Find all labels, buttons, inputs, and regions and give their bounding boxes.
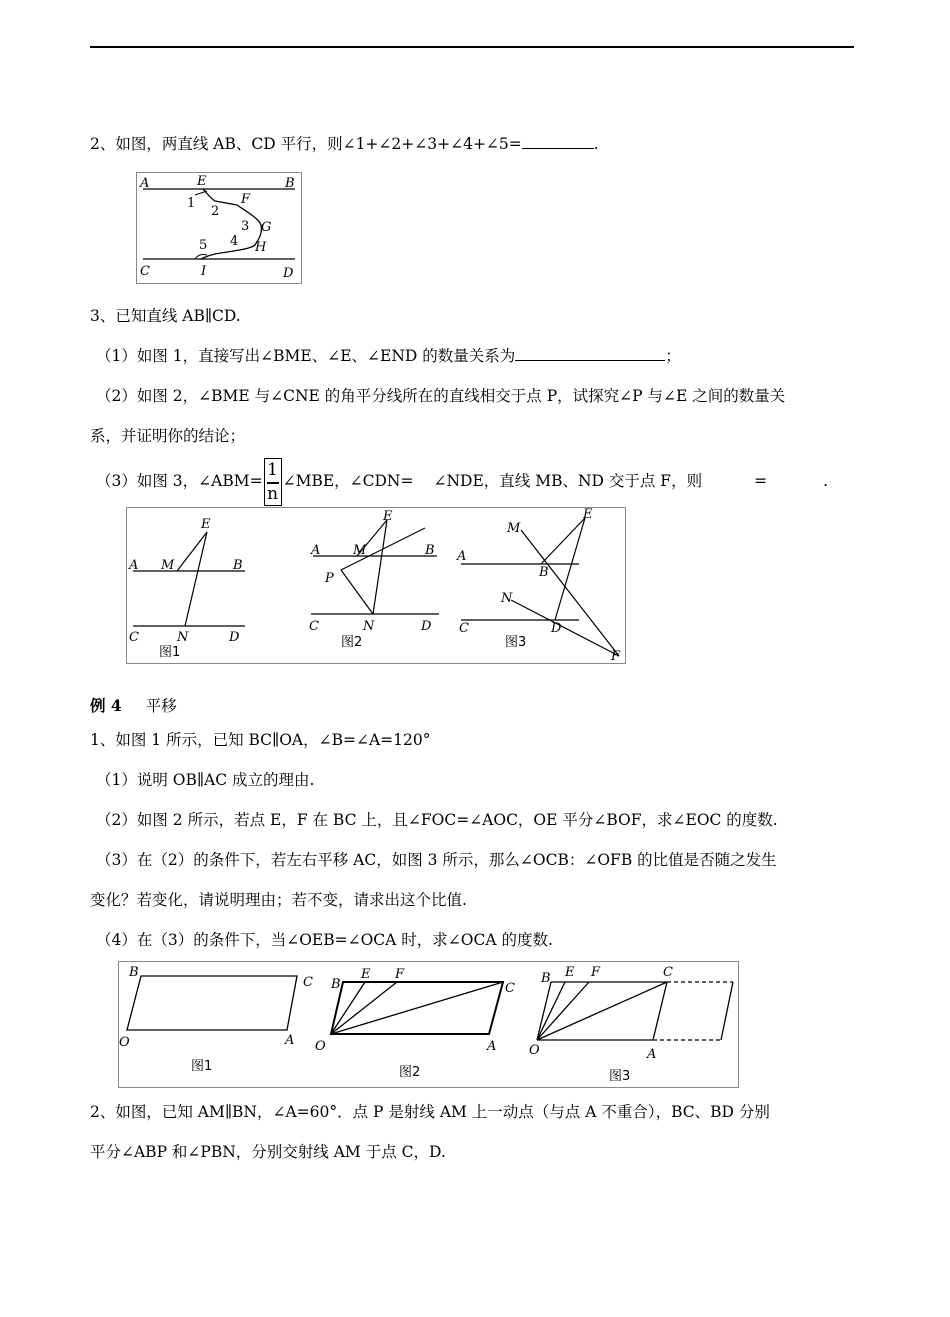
fig3-label-B: B [539, 565, 549, 580]
p-fig2-label-C: C [505, 981, 515, 996]
p-fig2-label-F: F [395, 967, 405, 982]
q2-end: . [593, 135, 599, 153]
fraction-1-over-n [264, 458, 282, 506]
q3-part1-end: ； [665, 347, 681, 365]
fig3-label-C: C [459, 621, 469, 636]
q3-part2b: 系，并证明你的结论； [90, 427, 246, 445]
fig1-label-M: M [161, 558, 175, 573]
p-fig3-caption: 图3 [609, 1069, 631, 1084]
q3-part3-pre: （3）如图 3，∠ABM= [96, 472, 263, 490]
p-fig1-label-C: C [303, 975, 313, 990]
fig3-label-F: F [611, 649, 621, 663]
p-fig1-label-B: B [129, 965, 139, 980]
fig1-label-A: A [129, 558, 139, 573]
fraction-denominator: n [267, 484, 279, 504]
q3-part3 [96, 458, 828, 506]
fig1-label-E: E [201, 517, 211, 532]
label-A: A [140, 176, 150, 191]
q4-1-figures [118, 961, 739, 1088]
p-fig3-label-F: F [591, 965, 601, 980]
fig2-label-E: E [383, 509, 393, 524]
angle-4: 4 [230, 234, 239, 249]
q2-text [90, 134, 599, 154]
q3-part3-eq: = [754, 472, 768, 490]
q4-2-line2: 平分∠ABP 和∠PBN，分别交射线 AM 于点 C，D. [90, 1143, 446, 1161]
p-fig2-label-E: E [361, 967, 371, 982]
example-4-heading [90, 696, 177, 716]
label-E: E [197, 174, 207, 189]
q3-part3-mid: ∠NDE，直线 MB、ND 交于点 F，则 [433, 472, 703, 490]
fig2-label-P: P [325, 571, 334, 586]
q3-figures-svg [127, 508, 625, 663]
q4-1-part4: （4）在（3）的条件下，当∠OEB=∠OCA 时，求∠OCA 的度数. [96, 931, 553, 949]
fig3-label-E: E [583, 508, 593, 522]
fig2-caption: 图2 [341, 635, 363, 650]
label-G: G [261, 220, 272, 235]
fig1-caption: 图1 [159, 645, 181, 660]
fig2-label-B: B [425, 543, 435, 558]
p-fig3-label-O: O [529, 1043, 540, 1058]
angle-5: 5 [199, 238, 208, 253]
p-fig1-caption: 图1 [191, 1059, 213, 1074]
example-4-label: 例 4 [90, 696, 122, 715]
q3-figures [126, 507, 626, 664]
fig1-label-C: C [129, 630, 139, 645]
q4-1-part3a: （3）在（2）的条件下，若左右平移 AC，如图 3 所示，那么∠OCB：∠OFB 的比值是否随之发生 [96, 851, 777, 869]
fig3-label-D: D [551, 621, 562, 636]
q2-figure [136, 172, 302, 284]
header-rule [90, 46, 854, 48]
q4-2-line1: 2、如图，已知 AM∥BN，∠A=60°．点 P 是射线 AM 上一动点（与点 A 不重合），BC、BD 分别 [90, 1103, 770, 1121]
p-fig1-label-O: O [119, 1035, 130, 1050]
label-C: C [140, 264, 150, 279]
angle-2: 2 [211, 204, 220, 219]
q2-statement: 2、如图，两直线 AB、CD 平行，则∠1+∠2+∠3+∠4+∠5= [90, 135, 522, 153]
example-4-title: 平移 [145, 697, 177, 715]
q3-part3-end: . [823, 472, 829, 490]
label-D: D [283, 266, 294, 281]
label-I: I [201, 264, 207, 279]
q3-part1-text: （1）如图 1，直接写出∠BME、∠E、∠END 的数量关系为 [96, 347, 516, 365]
q3-part2a: （2）如图 2，∠BME 与∠CNE 的角平分线所在的直线相交于点 P，试探究∠P 与∠E 之间的数量关 [96, 387, 786, 405]
p-fig3-label-C: C [663, 965, 673, 980]
fig2-label-D: D [421, 619, 432, 634]
q4-1-part3b: 变化？若变化，请说明理由；若不变，请求出这个比值. [90, 891, 467, 909]
answer-blank[interactable] [515, 346, 665, 361]
fig3-caption: 图3 [505, 635, 527, 650]
fig2-label-M: M [353, 543, 367, 558]
fig1-label-D: D [229, 630, 240, 645]
p-fig2-label-A: A [487, 1039, 497, 1054]
fig1-label-B: B [233, 558, 243, 573]
label-F: F [241, 192, 251, 207]
fig3-label-A: A [457, 549, 467, 564]
p-fig3-label-B: B [541, 971, 551, 986]
fraction-numerator: 1 [267, 460, 278, 480]
p-fig2-label-B: B [331, 977, 341, 992]
fig2-label-A: A [311, 543, 321, 558]
q3-part3-post: ∠MBE，∠CDN= [282, 472, 414, 490]
angle-1: 1 [187, 196, 196, 211]
q4-1-figures-svg [119, 962, 738, 1087]
fig2-label-N: N [363, 619, 375, 634]
fig2-label-C: C [309, 619, 319, 634]
label-B: B [285, 176, 295, 191]
p-fig3-label-E: E [565, 965, 575, 980]
q4-1-part2: （2）如图 2 所示，若点 E，F 在 BC 上，且∠FOC=∠AOC，OE 平分∠BOF，求∠EOC 的度数. [96, 811, 778, 829]
answer-blank[interactable] [522, 134, 594, 149]
p-fig2-label-O: O [315, 1039, 326, 1054]
fig1-label-N: N [177, 630, 189, 645]
fig3-label-M: M [507, 521, 521, 536]
fig3-label-N: N [501, 591, 513, 606]
q4-1-title: 1、如图 1 所示，已知 BC∥OA，∠B=∠A=120° [90, 731, 431, 749]
label-H: H [255, 240, 267, 255]
angle-3: 3 [241, 219, 250, 234]
q4-1-part1: （1）说明 OB∥AC 成立的理由. [96, 771, 315, 789]
p-fig3-label-A: A [647, 1047, 657, 1062]
q3-title: 3、已知直线 AB∥CD. [90, 307, 241, 325]
q2-figure-svg [137, 173, 301, 283]
q3-part1 [96, 346, 681, 366]
p-fig1-label-A: A [285, 1033, 295, 1048]
p-fig2-caption: 图2 [399, 1065, 421, 1080]
